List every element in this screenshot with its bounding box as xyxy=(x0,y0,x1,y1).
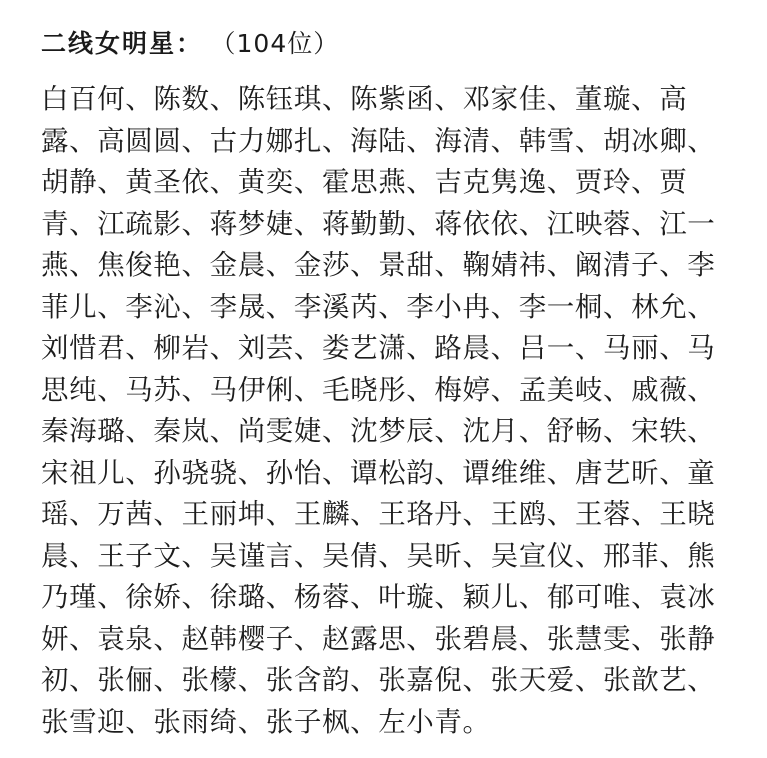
text-line: 青、江疏影、蒋梦婕、蒋勤勤、蒋依依、江映蓉、江一 xyxy=(41,207,716,240)
text-line: 晨、王子文、吴谨言、吴倩、吴昕、吴宣仪、邢菲、熊 xyxy=(41,539,716,572)
text-line: 思纯、马苏、马伊俐、毛晓彤、梅婷、孟美岐、戚薇、 xyxy=(41,373,716,406)
title-text: 二线女明星： xyxy=(41,29,204,58)
text-line: 张雪迎、张雨绮、张子枫、左小青。 xyxy=(41,705,491,738)
text-line: 白百何、陈数、陈钰琪、陈紫函、邓家佳、董璇、高 xyxy=(41,83,688,115)
text-line: 露、高圆圆、古力娜扎、海陆、海清、韩雪、胡冰卿、 xyxy=(41,124,716,157)
text-line: 刘惜君、柳岩、刘芸、娄艺潇、路晨、吕一、马丽、马 xyxy=(41,332,716,364)
page-title xyxy=(41,24,339,64)
text-line: 菲儿、李沁、李晟、李溪芮、李小冉、李一桐、林允、 xyxy=(41,290,716,323)
title-count: （104位） xyxy=(223,29,340,58)
text-line: 胡静、黄圣依、黄奕、霍思燕、吉克隽逸、贾玲、贾 xyxy=(41,166,688,198)
text-line: 乃瑾、徐娇、徐璐、杨蓉、叶璇、颖儿、郁可唯、袁冰 xyxy=(41,581,716,613)
text-line: 初、张俪、张檬、张含韵、张嘉倪、张天爱、张歆艺、 xyxy=(41,664,716,696)
text-line: 燕、焦俊艳、金晨、金莎、景甜、鞠婧祎、阚清子、李 xyxy=(41,249,716,281)
text-line: 宋祖儿、孙骁骁、孙怡、谭松韵、谭维维、唐艺昕、童 xyxy=(41,456,716,489)
text-line: 秦海璐、秦岚、尚雯婕、沈梦辰、沈月、舒畅、宋轶、 xyxy=(41,415,716,447)
text-line: 妍、袁泉、赵韩樱子、赵露思、张碧晨、张慧雯、张静 xyxy=(41,622,716,655)
text-line: 瑶、万茜、王丽坤、王麟、王珞丹、王鸥、王蓉、王晓 xyxy=(41,498,716,530)
name-list xyxy=(41,79,741,743)
